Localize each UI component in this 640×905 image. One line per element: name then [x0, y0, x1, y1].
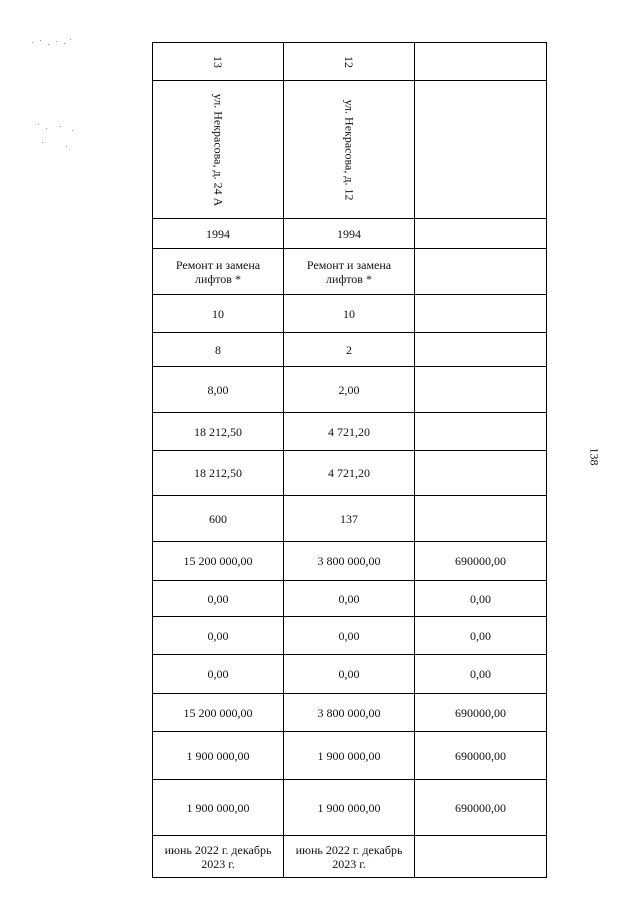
- table-cell: 8,00: [153, 367, 284, 413]
- table-cell: 8: [153, 333, 284, 367]
- table-cell: 4 721,20: [284, 413, 415, 451]
- table-cell: июнь 2022 г. декабрь 2023 г.: [153, 836, 284, 878]
- table-cell: 10: [284, 295, 415, 333]
- address-1: ул. Некрасова, д. 24 А: [210, 93, 225, 206]
- cell-address-3: [415, 81, 547, 219]
- table-cell: 18 212,50: [153, 451, 284, 496]
- table-row: [153, 581, 547, 617]
- table-cell: 0,00: [284, 581, 415, 617]
- table-cell: 690000,00: [415, 542, 547, 581]
- table-row: [153, 780, 547, 836]
- table-cell: 0,00: [153, 581, 284, 617]
- table-cell: 1994: [153, 219, 284, 249]
- table-row: [153, 451, 547, 496]
- table-cell: Ремонт и замена лифтов *: [153, 249, 284, 295]
- table-row: [153, 694, 547, 732]
- table-row: [153, 836, 547, 878]
- table-cell: 2,00: [284, 367, 415, 413]
- table-cell: 1 900 000,00: [284, 780, 415, 836]
- table-cell: [415, 451, 547, 496]
- table-row: [153, 249, 547, 295]
- table-cell: 690000,00: [415, 732, 547, 780]
- table-cell: 18 212,50: [153, 413, 284, 451]
- table-cell: 1 900 000,00: [153, 780, 284, 836]
- page-number: [582, 444, 606, 468]
- page-number-label: 138: [587, 447, 602, 465]
- table-row: [153, 367, 547, 413]
- table-row: [153, 295, 547, 333]
- cell-address-2: [284, 81, 415, 219]
- table-cell: июнь 2022 г. декабрь 2023 г.: [284, 836, 415, 878]
- table-row: [153, 732, 547, 780]
- table-cell: 1994: [284, 219, 415, 249]
- table-cell: [415, 249, 547, 295]
- table-row: [153, 333, 547, 367]
- table-cell: 600: [153, 496, 284, 542]
- table-cell: [415, 295, 547, 333]
- table-cell: 15 200 000,00: [153, 542, 284, 581]
- table-cell: 15 200 000,00: [153, 694, 284, 732]
- table-cell: [415, 413, 547, 451]
- cell-number-3: [415, 43, 547, 81]
- table-cell: [415, 367, 547, 413]
- table-cell: 137: [284, 496, 415, 542]
- table-cell: 3 800 000,00: [284, 694, 415, 732]
- data-table: [152, 42, 547, 878]
- table-cell: 0,00: [415, 581, 547, 617]
- column-number-1: 13: [211, 55, 225, 68]
- table-cell: 2: [284, 333, 415, 367]
- table-cell: 0,00: [153, 655, 284, 694]
- column-number-2: 12: [342, 55, 356, 68]
- table-cell: 1 900 000,00: [153, 732, 284, 780]
- table-row-address: [153, 81, 547, 219]
- table-cell: Ремонт и замена лифтов *: [284, 249, 415, 295]
- table-row: [153, 542, 547, 581]
- address-2: ул. Некрасова, д. 12: [342, 99, 356, 200]
- table-cell: 1 900 000,00: [284, 732, 415, 780]
- table-cell: 690000,00: [415, 780, 547, 836]
- table-cell: 0,00: [415, 655, 547, 694]
- cell-number-2: [284, 43, 415, 81]
- table-cell: [415, 219, 547, 249]
- table-row: [153, 655, 547, 694]
- cell-number-1: [153, 43, 284, 81]
- table-row: [153, 219, 547, 249]
- scan-artifacts: [30, 38, 90, 158]
- table-row: [153, 413, 547, 451]
- table-cell: 0,00: [415, 617, 547, 655]
- table-cell: [415, 836, 547, 878]
- table-cell: 4 721,20: [284, 451, 415, 496]
- table-cell: 3 800 000,00: [284, 542, 415, 581]
- table-cell: [415, 496, 547, 542]
- table-row: [153, 496, 547, 542]
- cell-address-1: [153, 81, 284, 219]
- table-cell: 690000,00: [415, 694, 547, 732]
- table-row-number: [153, 43, 547, 81]
- table-cell: 0,00: [153, 617, 284, 655]
- table-cell: 0,00: [284, 617, 415, 655]
- table-cell: 0,00: [284, 655, 415, 694]
- table-row: [153, 617, 547, 655]
- table-cell: [415, 333, 547, 367]
- table-cell: 10: [153, 295, 284, 333]
